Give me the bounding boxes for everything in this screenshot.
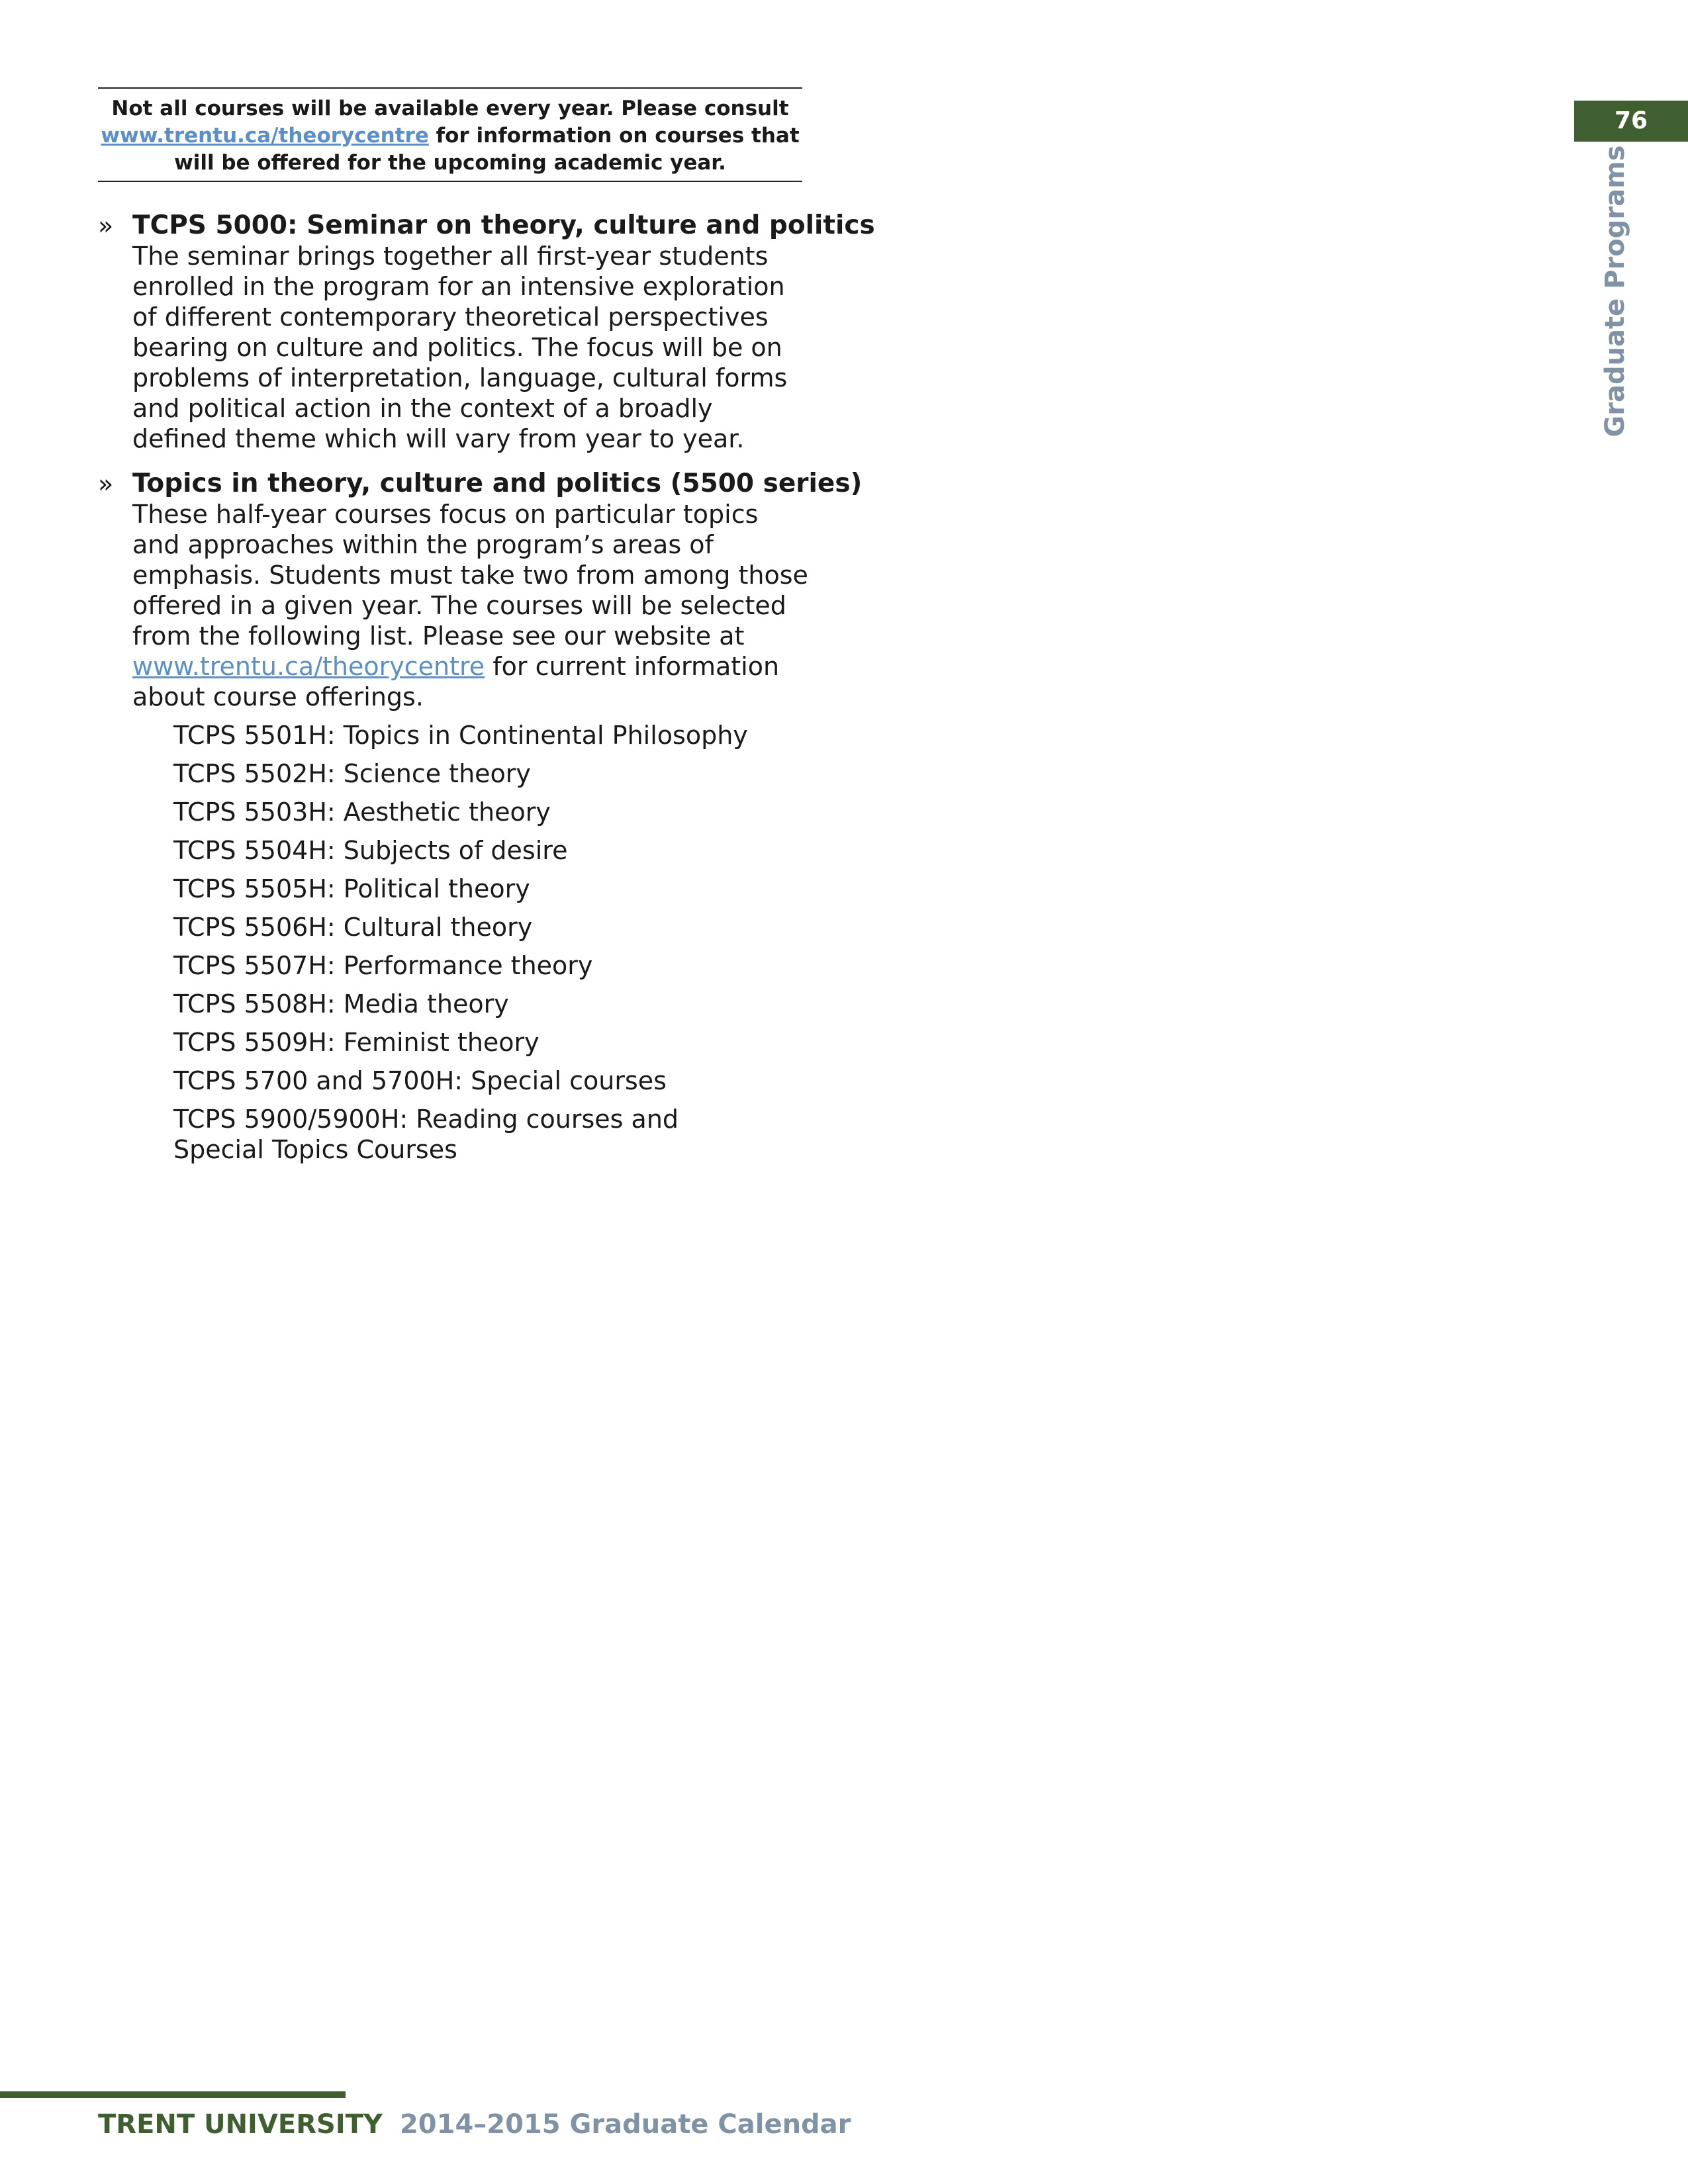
notice-line-2	[98, 122, 802, 150]
list-item: TCPS 5506H: Cultural theory	[173, 913, 533, 942]
bullet-marker: »	[98, 469, 114, 498]
list-item: TCPS 5502H: Science theory	[173, 759, 531, 788]
page-footer	[98, 2109, 851, 2140]
theorycentre-link[interactable]: www.trentu.ca/theorycentre	[132, 652, 485, 681]
description-text: These half-year courses focus on particular topics and approaches within the program’s areas of emphasis. Students must take two from among those offered in a given year. The courses will be selected from the following list. Please see our website at	[132, 500, 808, 651]
footer-calendar: 2014–2015 Graduate Calendar	[399, 2109, 851, 2140]
course-description	[132, 499, 813, 712]
list-item: TCPS 5505H: Political theory	[173, 874, 530, 903]
list-item: TCPS 5507H: Performance theory	[173, 951, 593, 980]
notice-line-2-text: for information on courses that	[428, 124, 800, 148]
notice-line-1: Not all courses will be available every year. Please consult	[111, 97, 789, 120]
list-item: TCPS 5501H: Topics in Continental Philosophy	[173, 721, 748, 750]
description-text: for current information about course offerings.	[132, 652, 780, 711]
list-item: TCPS 5504H: Subjects of desire	[173, 836, 568, 865]
course-title: TCPS 5000: Seminar on theory, culture and politics	[132, 210, 875, 240]
availability-notice	[98, 87, 802, 182]
course-entry-5500-series	[98, 469, 863, 1165]
course-entry-tcps-5000	[98, 210, 875, 454]
section-label: Graduate Programs	[1600, 145, 1630, 437]
theorycentre-link[interactable]: www.trentu.ca/theorycentre	[101, 124, 429, 148]
page-number: 76	[1574, 101, 1688, 142]
footer-divider	[0, 2091, 346, 2098]
course-title: Topics in theory, culture and politics (5500 series)	[132, 469, 863, 498]
list-item: TCPS 5509H: Feminist theory	[173, 1028, 539, 1057]
list-item: TCPS 5508H: Media theory	[173, 989, 509, 1019]
list-item: TCPS 5900/5900H: Reading courses and Special Topics Courses	[173, 1105, 679, 1164]
list-item: TCPS 5503H: Aesthetic theory	[173, 797, 551, 827]
course-list	[132, 720, 813, 1165]
bullet-marker: »	[98, 211, 114, 240]
list-item: TCPS 5700 and 5700H: Special courses	[173, 1066, 667, 1095]
footer-university: TRENT UNIVERSITY	[98, 2109, 383, 2140]
course-content	[98, 210, 875, 1179]
course-description: The seminar brings together all first-year students enrolled in the program for an intensive exploration of different contemporary theoretical perspectives bearing on culture and politics. The focus will be on problems of interpretation, language, cultural forms and political action in the context of a broadly defined theme which will vary from year to year.	[132, 242, 788, 453]
notice-line-3: will be offered for the upcoming academic year.	[174, 151, 726, 175]
